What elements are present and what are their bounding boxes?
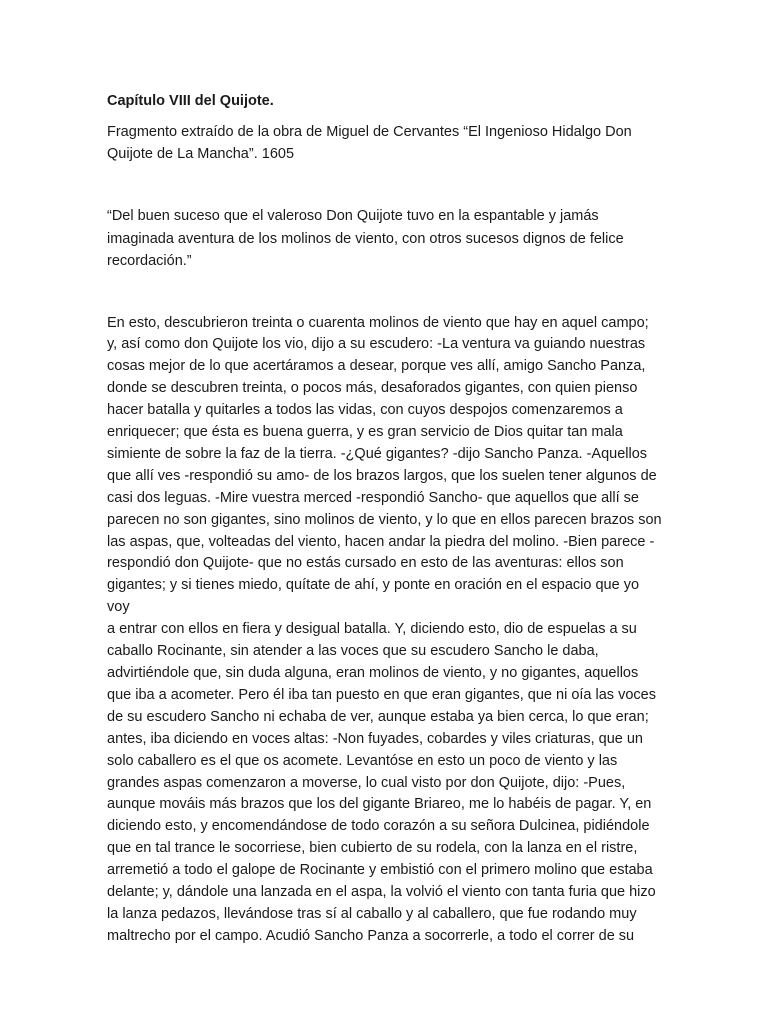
source-note: Fragmento extraído de la obra de Miguel de Cervantes “El Ingenioso Hidalgo Don Quijote de La Mancha”. 1605 xyxy=(107,124,632,162)
body-paragraph: En esto, descubrieron treinta o cuarenta molinos de viento que hay en aquel campo; y, así como don Quijote los vio, dijo a su escudero: -La ventura va guiando nuestras cosas mejor de lo que acertáramos a desear, porque ves allí, amigo Sancho Panza, donde se descubren treinta, o pocos más, desaforados gigantes, con quien pienso hacer batalla y quitarles a todos las vidas, con cuyos despojos comenzaremos a enriquecer; que ésta es buena guerra, y es gran servicio de Dios quitar tan mala simiente de sobre la faz de la tierra. -¿Qué gigantes? -dijo Sancho Panza. -Aquellos que allí ves -respondió su amo- de los brazos largos, que los suelen tener algunos de casi dos leguas. -Mire vuestra merced -respondió Sancho- que aquellos que allí se parecen no son gigantes, sino molinos de viento, y lo que en ellos parecen brazos son las aspas, que, volteadas del viento, hacen andar la piedra del molino. -Bien parece - respondió don Quijote- que no estás cursado en esto de las aventuras: ellos son gigantes; y si tienes miedo, quítate de ahí, y ponte en oración en el espacio que yo voy a entrar con ellos en fiera y desigual batalla. Y, diciendo esto, dio de espuelas a su caballo Rocinante, sin atender a las voces que su escudero Sancho le daba, advirtiéndole que, sin duda alguna, eran molinos de viento, y no gigantes, aquellos que iba a acometer. Pero él iba tan puesto en que eran gigantes, que ni oía las voces de su escudero Sancho ni echaba de ver, aunque estaba ya bien cerca, lo que eran; antes, iba diciendo en voces altas: -Non fuyades, cobardes y viles criaturas, que un solo caballero es el que os acomete. Levantóse en esto un poco de viento y las grandes aspas comenzaron a moverse, lo cual visto por don Quijote, dijo: -Pues, aunque mováis más brazos que los del gigante Briareo, me lo habéis de pagar. Y, en diciendo esto, y encomendándose de todo corazón a su señora Dulcinea, pidiéndole que en tal trance le socorriese, bien cubierto de su rodela, con la lanza en el ristre, arremetió a todo el galope de Rocinante y embistió con el primero molino que estaba delante; y, dándole una lanzada en el aspa, la volvió el viento con tanta furia que hizo la lanza pedazos, llevándose tras sí al caballo y al caballero, que fue rodando muy maltrecho por el campo. Acudió Sancho Panza a socorrerle, a todo el correr de su xyxy=(107,314,662,944)
chapter-quote: “Del buen suceso que el valeroso Don Quijote tuvo en la espantable y jamás imaginada aventura de los molinos de viento, con otros sucesos dignos de felice recordación.” xyxy=(107,208,624,269)
document-page xyxy=(107,90,663,948)
chapter-title: Capítulo VIII del Quijote. xyxy=(107,93,274,109)
